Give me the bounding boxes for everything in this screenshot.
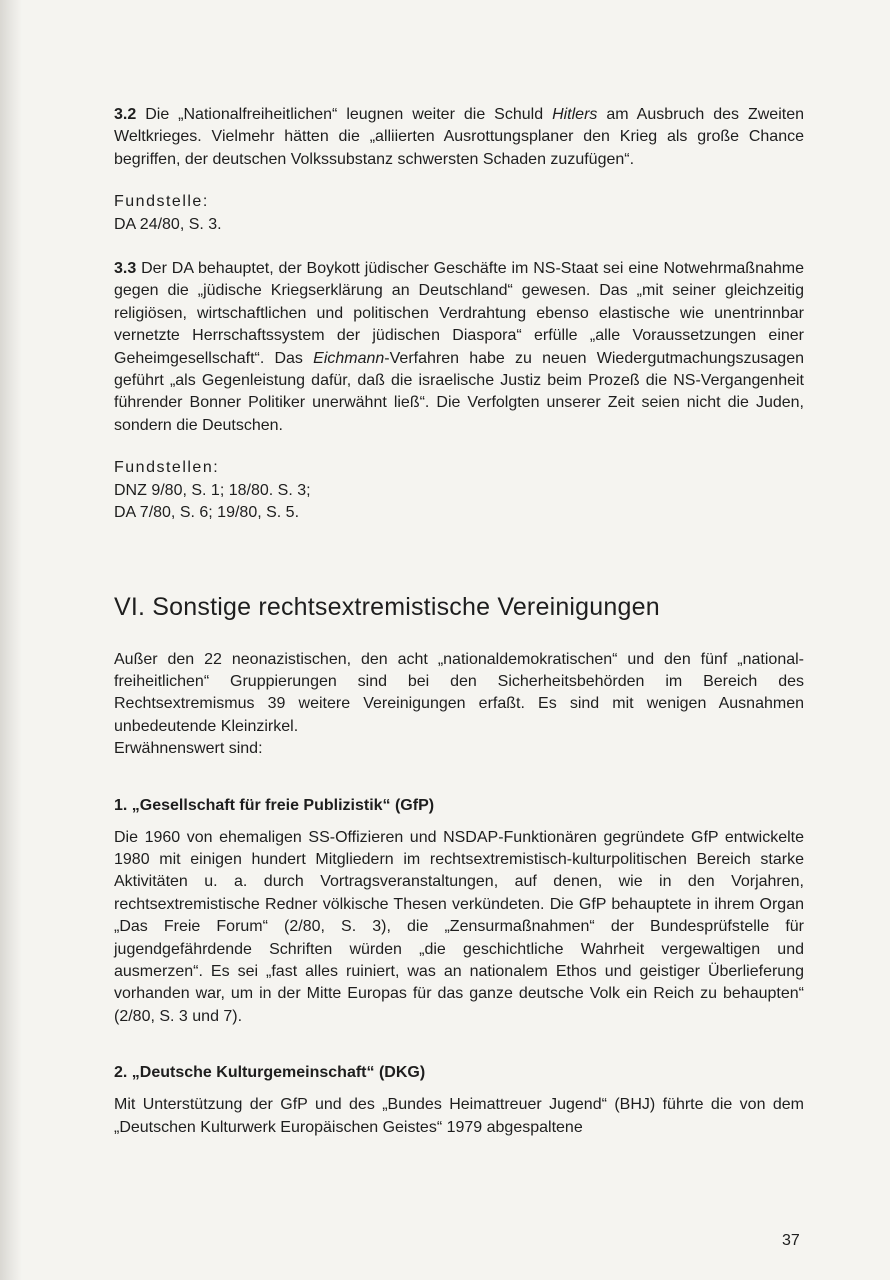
- paragraph-3-2: 3.2 Die „Nationalfreiheitlichen“ leugnen weiter die Schuld Hitlers am Ausbruch des Zweiten Weltkrieges. Vielmehr hätten die „alliierten Ausrottungsplaner den Krieg als große Chance begriffen, der deutschen Volkssubstanz schwersten Schaden zuzufügen“.: [114, 106, 804, 168]
- subsection-paragraph: Mit Unterstützung der GfP und des „Bundes Heimattreuer Jugend“ (BHJ) führte die von dem „Deutschen Kulturwerk Europäischen Geistes“ 1979 abgespaltene: [114, 1096, 804, 1136]
- source-citation: [114, 191, 804, 236]
- paragraph-number: 3.2: [114, 106, 137, 123]
- section-3-3: [114, 258, 804, 524]
- intro-paragraph: Außer den 22 neonazistischen, den acht „nationaldemokratischen“ und den fünf „national-freiheitlichen“ Gruppierungen sind bei den Sicherheitsbehörden im Bereich des Rechtsextremismus 39 weitere Vereinigungen erfaßt. Es sind mit wenigen Ausnahmen unbedeutende Kleinzirkel.: [114, 650, 804, 735]
- binding-shadow: [0, 0, 22, 1280]
- page-body: [114, 104, 804, 1139]
- section-3-2: [114, 104, 804, 236]
- subsection-paragraph: Die 1960 von ehemaligen SS-Offizieren und NSDAP-Funktionären gegründete GfP entwickelte 1980 mit einigen hundert Mitgliedern im rechtsextremistisch-kulturpolitischen Bereich starke Aktivitäten u. a. durch Vortragsveranstaltungen, auf denen, wie in den Vorjahren, rechtsextremistische Redner völkische Thesen verkündeten. Die GfP behauptete in ihrem Organ „Das Freie Forum“ (2/80, S. 3), die „Zensurmaßnahmen“ der Bundesprüfstelle für jugendgefährdende Schriften würden „die geschichtliche Wahrheit vergewaltigen und ausmerzen“. Es sei „fast alles ruiniert, was an nationalem Ethos und geistiger Überlieferung vorhanden war, um in der Mitte Europas für das ganze deutsche Volk ein Reich zu behaupten“ (2/80, S. 3 und 7).: [114, 828, 804, 1025]
- citation-label: Fundstelle:: [114, 193, 209, 211]
- paragraph-number: 3.3: [114, 260, 137, 278]
- page-number: 37: [782, 1232, 800, 1249]
- citation-label: Fundstellen:: [114, 459, 220, 477]
- citation-line: DNZ 9/80, S. 1; 18/80. S. 3;: [114, 481, 311, 499]
- citation-line: DA 7/80, S. 6; 19/80, S. 5.: [114, 504, 300, 522]
- source-citation: [114, 457, 804, 524]
- citation-line: DA 24/80, S. 3.: [114, 215, 222, 233]
- intro-tail: Erwähnenswert sind:: [114, 740, 263, 758]
- subsection-dkg: [114, 1062, 804, 1139]
- subsection-heading: 1. „Gesellschaft für freie Publizistik“ (GfP): [114, 796, 435, 814]
- chapter-intro: [114, 649, 804, 761]
- chapter-heading: VI. Sonstige rechtsextremistische Vereinigungen: [114, 592, 660, 621]
- subsection-gfp: [114, 795, 804, 1029]
- subsection-heading: 2. „Deutsche Kulturgemeinschaft“ (DKG): [114, 1064, 426, 1082]
- paragraph-3-3: 3.3 Der DA behauptet, der Boykott jüdischer Geschäfte im NS-Staat sei eine Notwehrmaßnahme gegen die „jüdische Kriegserklärung an Deutschland“ gewesen. Das „mit seiner gleichzeitig religiösen, wirtschaftlichen und politischen Verdrahtung ebenso elastische wie unentrinnbar vernetzte Herrschaftssystem der jüdischen Diaspora“ erfülle „alle Voraussetzungen einer Geheimgesellschaft“. Das Eichmann-Verfahren habe zu neuen Wiedergutmachungszusagen geführt „als Gegenleistung dafür, daß die israelische Justiz beim Prozeß die NS-Vergangenheit führender Bonner Politiker unerwähnt ließ“. Die Verfolgten unserer Zeit seien nicht die Juden, sondern die Deutschen.: [114, 260, 804, 434]
